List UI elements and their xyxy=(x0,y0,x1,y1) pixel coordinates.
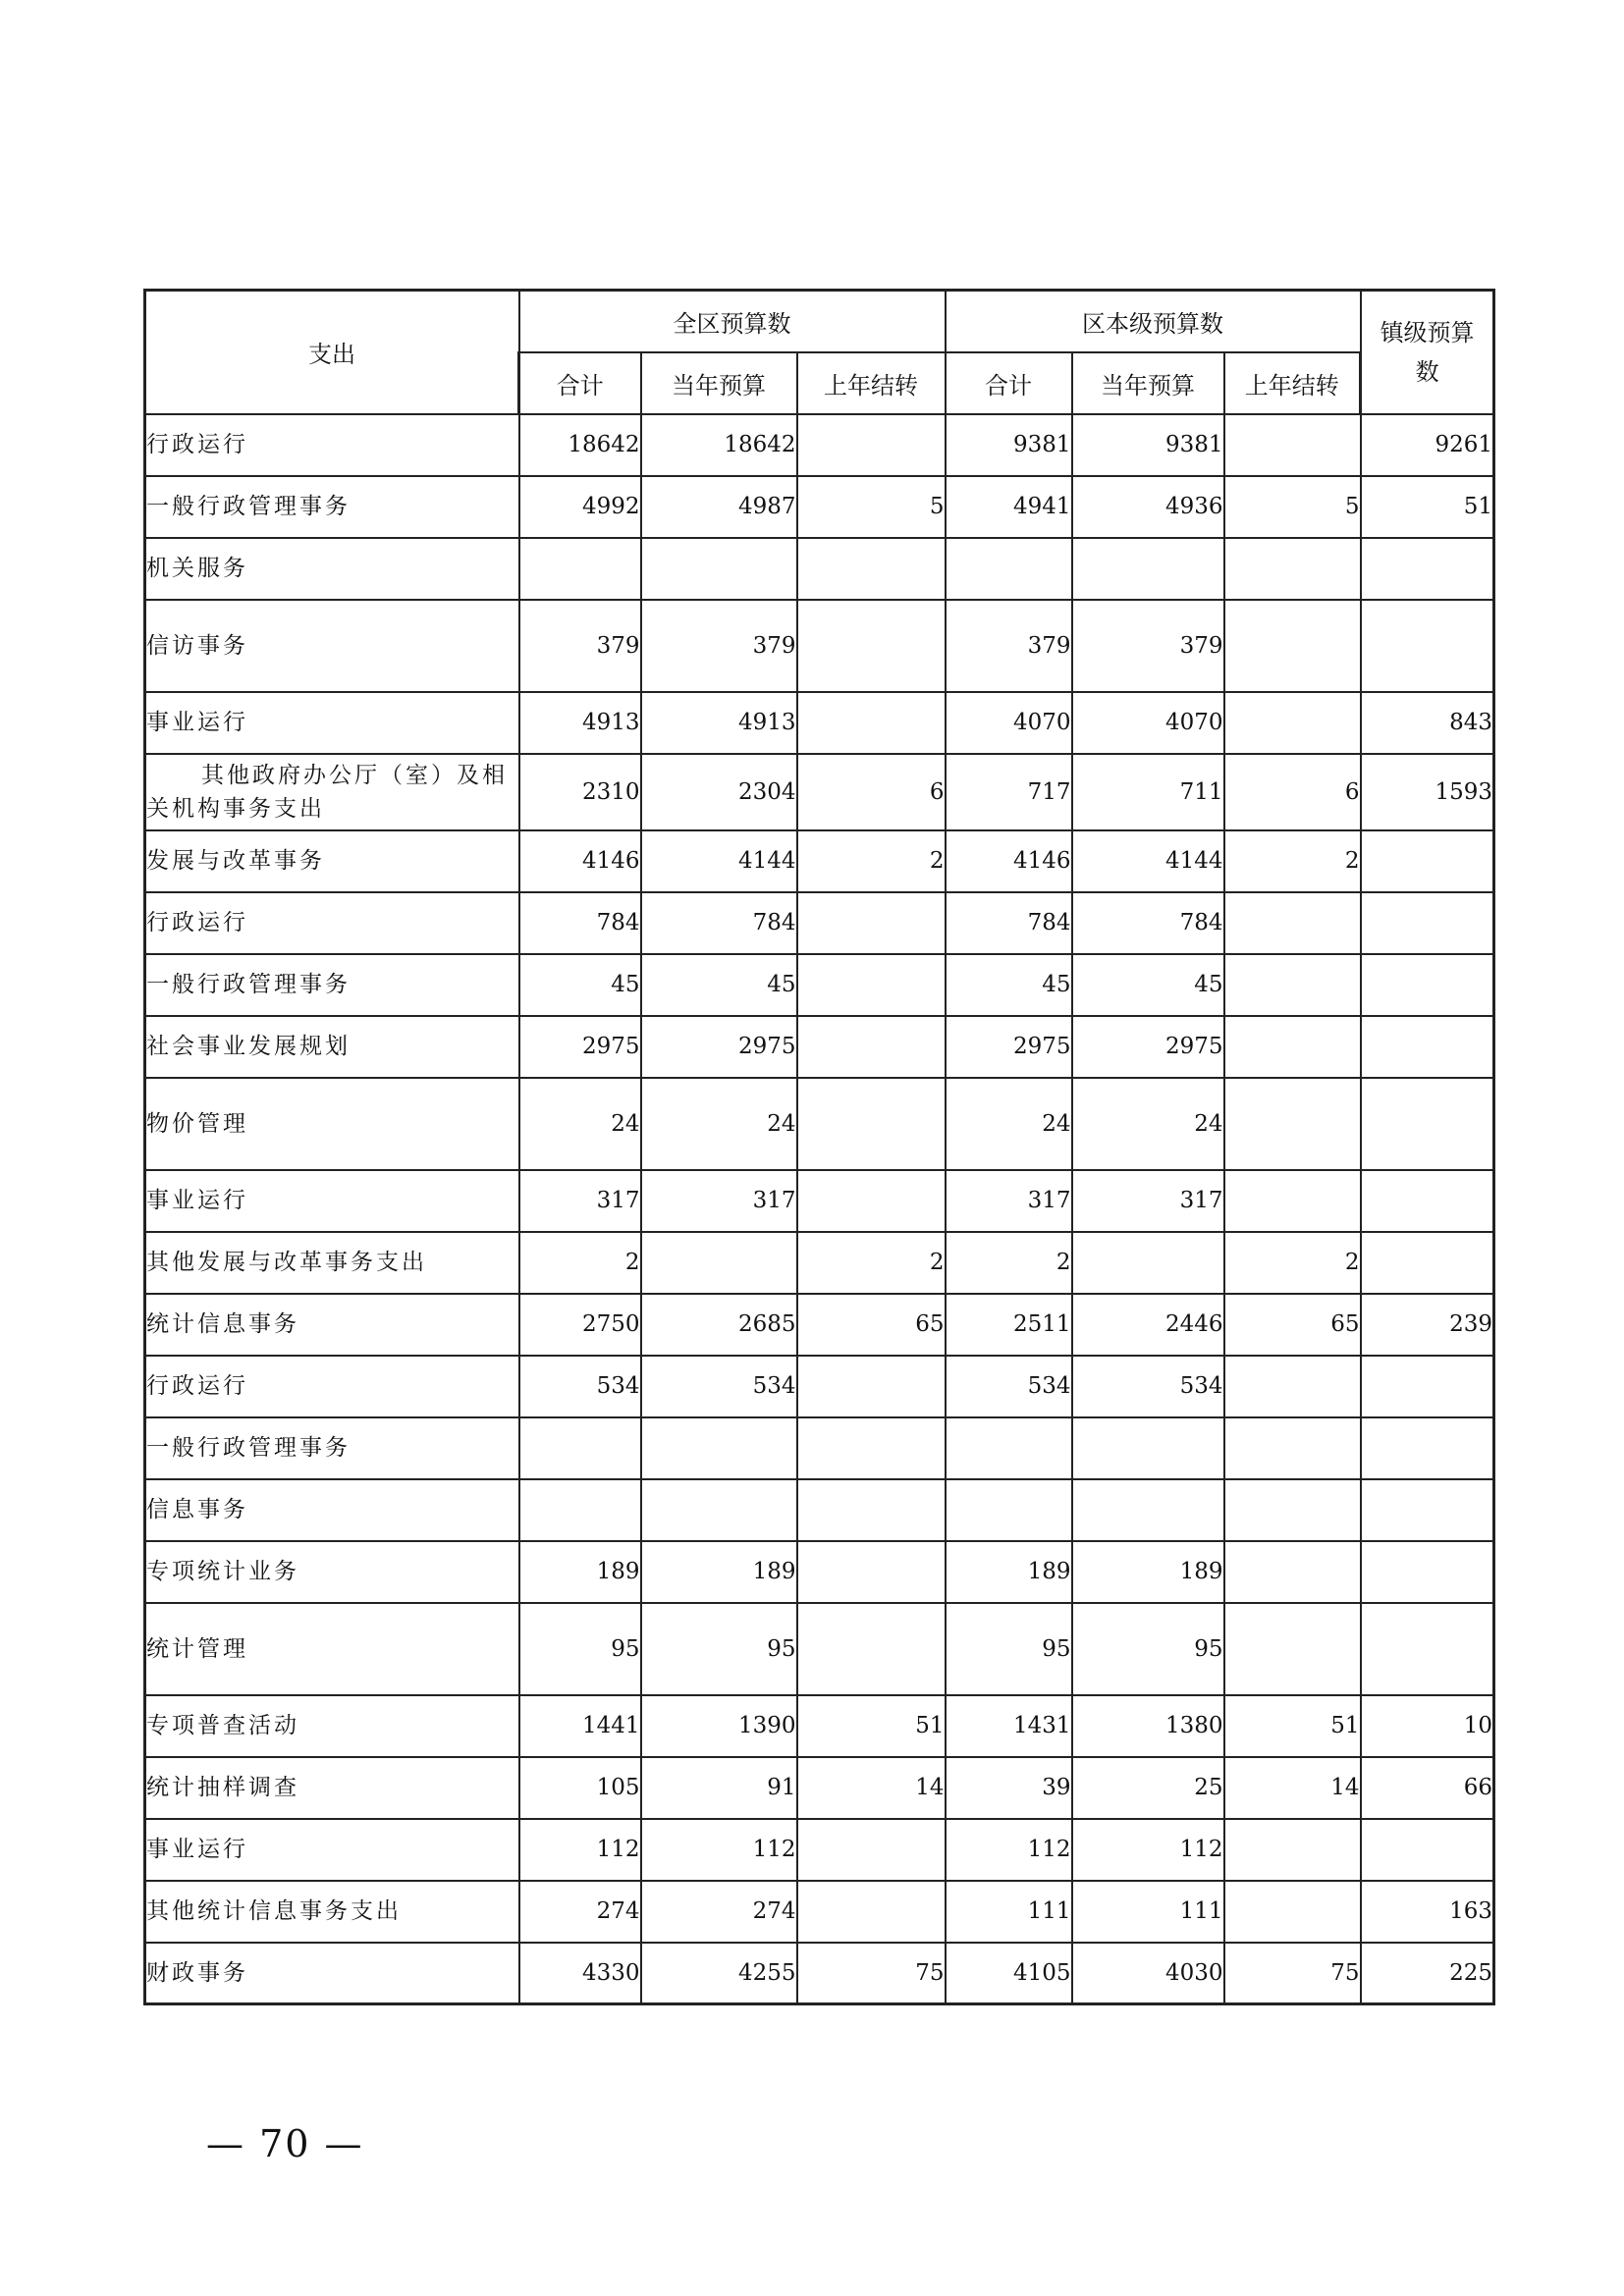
cell-value: 1431 xyxy=(946,1695,1072,1757)
cell-value xyxy=(797,892,946,954)
cell-value: 4913 xyxy=(641,692,797,754)
table-row xyxy=(145,1757,1494,1819)
cell-value xyxy=(1072,538,1224,600)
cell-value: 51 xyxy=(797,1695,946,1757)
table-row xyxy=(145,1819,1494,1881)
cell-value: 112 xyxy=(519,1819,641,1881)
cell-value: 1380 xyxy=(1072,1695,1224,1757)
cell-value: 4146 xyxy=(519,830,641,892)
cell-value xyxy=(946,538,1072,600)
cell-value: 95 xyxy=(946,1603,1072,1695)
row-label: 社会事业发展规划 xyxy=(145,1016,519,1078)
row-label: 事业运行 xyxy=(145,1819,519,1881)
cell-value: 9381 xyxy=(946,414,1072,476)
cell-value: 784 xyxy=(946,892,1072,954)
cell-value: 4105 xyxy=(946,1943,1072,2004)
cell-value: 111 xyxy=(946,1881,1072,1943)
cell-value: 784 xyxy=(1072,892,1224,954)
row-label: 专项统计业务 xyxy=(145,1541,519,1603)
cell-value: 51 xyxy=(1361,476,1494,538)
cell-value: 379 xyxy=(946,600,1072,692)
cell-value: 91 xyxy=(641,1757,797,1819)
header-level-current: 当年预算 xyxy=(1072,352,1224,414)
cell-value xyxy=(641,1479,797,1541)
row-label: 专项普查活动 xyxy=(145,1695,519,1757)
cell-value: 317 xyxy=(641,1170,797,1232)
cell-value: 112 xyxy=(946,1819,1072,1881)
row-label: 一般行政管理事务 xyxy=(145,476,519,538)
cell-value xyxy=(797,414,946,476)
table-row xyxy=(145,954,1494,1016)
cell-value xyxy=(1361,892,1494,954)
cell-value: 4255 xyxy=(641,1943,797,2004)
cell-value: 4070 xyxy=(1072,692,1224,754)
cell-value xyxy=(797,692,946,754)
header-total-carryover: 上年结转 xyxy=(797,352,946,414)
cell-value: 4070 xyxy=(946,692,1072,754)
cell-value: 2310 xyxy=(519,754,641,830)
cell-value: 239 xyxy=(1361,1294,1494,1356)
cell-value: 65 xyxy=(797,1294,946,1356)
row-label: 信息事务 xyxy=(145,1479,519,1541)
table-row xyxy=(145,1881,1494,1943)
cell-value xyxy=(641,538,797,600)
cell-value: 2 xyxy=(946,1232,1072,1294)
cell-value xyxy=(1361,1356,1494,1417)
table-row xyxy=(145,1016,1494,1078)
cell-value: 2 xyxy=(1224,1232,1361,1294)
cell-value: 75 xyxy=(1224,1943,1361,2004)
cell-value: 189 xyxy=(946,1541,1072,1603)
cell-value: 4030 xyxy=(1072,1943,1224,2004)
cell-value xyxy=(1361,830,1494,892)
cell-value xyxy=(1224,1819,1361,1881)
cell-value: 45 xyxy=(641,954,797,1016)
cell-value: 2 xyxy=(797,1232,946,1294)
cell-value: 45 xyxy=(946,954,1072,1016)
cell-value xyxy=(1361,600,1494,692)
table-row xyxy=(145,1603,1494,1695)
table-row xyxy=(145,1170,1494,1232)
cell-value: 163 xyxy=(1361,1881,1494,1943)
cell-value: 2975 xyxy=(519,1016,641,1078)
cell-value xyxy=(1224,1603,1361,1695)
cell-value: 2304 xyxy=(641,754,797,830)
table-row xyxy=(145,892,1494,954)
table-row xyxy=(145,1695,1494,1757)
header-level-carryover: 上年结转 xyxy=(1224,352,1361,414)
cell-value xyxy=(1361,1170,1494,1232)
cell-value: 111 xyxy=(1072,1881,1224,1943)
row-label: 事业运行 xyxy=(145,1170,519,1232)
cell-value: 274 xyxy=(641,1881,797,1943)
cell-value: 14 xyxy=(797,1757,946,1819)
cell-value: 18642 xyxy=(641,414,797,476)
cell-value xyxy=(1361,1232,1494,1294)
cell-value xyxy=(1072,1232,1224,1294)
cell-value: 379 xyxy=(519,600,641,692)
table-row xyxy=(145,830,1494,892)
row-label: 机关服务 xyxy=(145,538,519,600)
cell-value: 2446 xyxy=(1072,1294,1224,1356)
cell-value: 317 xyxy=(1072,1170,1224,1232)
cell-value xyxy=(1361,1541,1494,1603)
cell-value: 18642 xyxy=(519,414,641,476)
cell-value xyxy=(797,1479,946,1541)
cell-value: 65 xyxy=(1224,1294,1361,1356)
header-district-level: 区本级预算数 xyxy=(946,291,1361,352)
cell-value xyxy=(797,1170,946,1232)
table-row xyxy=(145,1356,1494,1417)
cell-value xyxy=(1224,1541,1361,1603)
header-total-sum: 合计 xyxy=(519,352,641,414)
table-row xyxy=(145,1541,1494,1603)
cell-value xyxy=(797,1541,946,1603)
cell-value: 4987 xyxy=(641,476,797,538)
cell-value xyxy=(1072,1479,1224,1541)
cell-value xyxy=(1361,1819,1494,1881)
table-row xyxy=(145,692,1494,754)
cell-value: 24 xyxy=(946,1078,1072,1170)
cell-value xyxy=(1224,954,1361,1016)
cell-value xyxy=(1224,1479,1361,1541)
row-label: 发展与改革事务 xyxy=(145,830,519,892)
cell-value: 45 xyxy=(519,954,641,1016)
cell-value: 534 xyxy=(641,1356,797,1417)
cell-value: 1441 xyxy=(519,1695,641,1757)
page-number: — 70 — xyxy=(206,2122,364,2165)
cell-value xyxy=(1224,600,1361,692)
table-row xyxy=(145,538,1494,600)
cell-value xyxy=(797,1819,946,1881)
cell-value: 189 xyxy=(519,1541,641,1603)
table-row xyxy=(145,414,1494,476)
cell-value: 2685 xyxy=(641,1294,797,1356)
cell-value: 717 xyxy=(946,754,1072,830)
row-label: 事业运行 xyxy=(145,692,519,754)
header-expenditure: 支出 xyxy=(145,291,519,414)
cell-value xyxy=(519,1417,641,1479)
cell-value: 2750 xyxy=(519,1294,641,1356)
cell-value: 2511 xyxy=(946,1294,1072,1356)
cell-value xyxy=(1361,1603,1494,1695)
cell-value: 317 xyxy=(519,1170,641,1232)
cell-value xyxy=(797,1016,946,1078)
cell-value xyxy=(1361,1078,1494,1170)
cell-value xyxy=(1224,692,1361,754)
cell-value: 45 xyxy=(1072,954,1224,1016)
header-level-sum: 合计 xyxy=(946,352,1072,414)
cell-value: 379 xyxy=(1072,600,1224,692)
row-label: 统计抽样调查 xyxy=(145,1757,519,1819)
cell-value xyxy=(1072,1417,1224,1479)
cell-value: 25 xyxy=(1072,1757,1224,1819)
row-label: 行政运行 xyxy=(145,892,519,954)
cell-value: 24 xyxy=(1072,1078,1224,1170)
cell-value: 4992 xyxy=(519,476,641,538)
cell-value xyxy=(797,1078,946,1170)
cell-value: 4941 xyxy=(946,476,1072,538)
table-row xyxy=(145,1943,1494,2004)
cell-value: 4936 xyxy=(1072,476,1224,538)
cell-value xyxy=(797,1417,946,1479)
table-header xyxy=(145,291,1494,414)
cell-value: 2 xyxy=(797,830,946,892)
cell-value xyxy=(946,1417,1072,1479)
cell-value xyxy=(1361,1016,1494,1078)
cell-value: 2975 xyxy=(946,1016,1072,1078)
cell-value: 24 xyxy=(641,1078,797,1170)
cell-value xyxy=(1361,538,1494,600)
cell-value: 6 xyxy=(1224,754,1361,830)
row-label: 统计管理 xyxy=(145,1603,519,1695)
cell-value: 4330 xyxy=(519,1943,641,2004)
cell-value: 189 xyxy=(641,1541,797,1603)
cell-value: 784 xyxy=(641,892,797,954)
cell-value: 784 xyxy=(519,892,641,954)
cell-value: 1593 xyxy=(1361,754,1494,830)
cell-value: 225 xyxy=(1361,1943,1494,2004)
table-row xyxy=(145,1294,1494,1356)
row-label: 一般行政管理事务 xyxy=(145,954,519,1016)
table-row xyxy=(145,1479,1494,1541)
table-body xyxy=(145,414,1494,2004)
cell-value xyxy=(1361,954,1494,1016)
cell-value xyxy=(1224,1417,1361,1479)
cell-value: 2975 xyxy=(641,1016,797,1078)
row-label: 行政运行 xyxy=(145,1356,519,1417)
cell-value: 4146 xyxy=(946,830,1072,892)
cell-value xyxy=(797,1603,946,1695)
table-row xyxy=(145,600,1494,692)
budget-table xyxy=(143,289,1495,2005)
cell-value: 95 xyxy=(519,1603,641,1695)
table-row xyxy=(145,476,1494,538)
cell-value: 1390 xyxy=(641,1695,797,1757)
cell-value xyxy=(519,1479,641,1541)
header-total-current: 当年预算 xyxy=(641,352,797,414)
cell-value: 112 xyxy=(641,1819,797,1881)
cell-value xyxy=(946,1479,1072,1541)
cell-value: 711 xyxy=(1072,754,1224,830)
row-label: 行政运行 xyxy=(145,414,519,476)
cell-value xyxy=(1361,1417,1494,1479)
cell-value xyxy=(797,538,946,600)
cell-value: 105 xyxy=(519,1757,641,1819)
cell-value xyxy=(641,1417,797,1479)
cell-value: 4144 xyxy=(1072,830,1224,892)
cell-value xyxy=(1224,1356,1361,1417)
cell-value: 2 xyxy=(1224,830,1361,892)
cell-value xyxy=(797,1356,946,1417)
cell-value xyxy=(797,600,946,692)
cell-value: 66 xyxy=(1361,1757,1494,1819)
row-label: 一般行政管理事务 xyxy=(145,1417,519,1479)
cell-value: 317 xyxy=(946,1170,1072,1232)
cell-value: 14 xyxy=(1224,1757,1361,1819)
row-label: 财政事务 xyxy=(145,1943,519,2004)
row-label: 其他统计信息事务支出 xyxy=(145,1881,519,1943)
cell-value: 379 xyxy=(641,600,797,692)
row-label: 统计信息事务 xyxy=(145,1294,519,1356)
cell-value xyxy=(797,954,946,1016)
cell-value: 2 xyxy=(519,1232,641,1294)
cell-value: 274 xyxy=(519,1881,641,1943)
table-row xyxy=(145,1232,1494,1294)
cell-value: 2975 xyxy=(1072,1016,1224,1078)
cell-value xyxy=(1224,538,1361,600)
table-row xyxy=(145,1417,1494,1479)
cell-value: 24 xyxy=(519,1078,641,1170)
cell-value xyxy=(1224,1016,1361,1078)
header-town-level: 镇级预算数 xyxy=(1361,291,1494,414)
cell-value: 843 xyxy=(1361,692,1494,754)
cell-value: 6 xyxy=(797,754,946,830)
cell-value: 189 xyxy=(1072,1541,1224,1603)
row-label: 信访事务 xyxy=(145,600,519,692)
cell-value xyxy=(519,538,641,600)
cell-value: 10 xyxy=(1361,1695,1494,1757)
table-row xyxy=(145,1078,1494,1170)
cell-value xyxy=(1361,1479,1494,1541)
cell-value xyxy=(1224,1078,1361,1170)
row-label: 其他政府办公厅（室）及相关机构事务支出 xyxy=(145,754,519,830)
header-district-total: 全区预算数 xyxy=(519,291,946,352)
cell-value xyxy=(641,1232,797,1294)
cell-value xyxy=(1224,1170,1361,1232)
cell-value: 534 xyxy=(946,1356,1072,1417)
cell-value: 534 xyxy=(1072,1356,1224,1417)
table-row xyxy=(145,754,1494,830)
cell-value: 95 xyxy=(641,1603,797,1695)
cell-value: 534 xyxy=(519,1356,641,1417)
cell-value: 39 xyxy=(946,1757,1072,1819)
cell-value: 5 xyxy=(797,476,946,538)
cell-value: 4144 xyxy=(641,830,797,892)
cell-value xyxy=(797,1881,946,1943)
cell-value: 9381 xyxy=(1072,414,1224,476)
cell-value xyxy=(1224,1881,1361,1943)
row-label: 物价管理 xyxy=(145,1078,519,1170)
cell-value: 112 xyxy=(1072,1819,1224,1881)
cell-value xyxy=(1224,414,1361,476)
cell-value: 95 xyxy=(1072,1603,1224,1695)
cell-value: 5 xyxy=(1224,476,1361,538)
row-label: 其他发展与改革事务支出 xyxy=(145,1232,519,1294)
cell-value xyxy=(1224,892,1361,954)
cell-value: 4913 xyxy=(519,692,641,754)
cell-value: 9261 xyxy=(1361,414,1494,476)
cell-value: 51 xyxy=(1224,1695,1361,1757)
cell-value: 75 xyxy=(797,1943,946,2004)
